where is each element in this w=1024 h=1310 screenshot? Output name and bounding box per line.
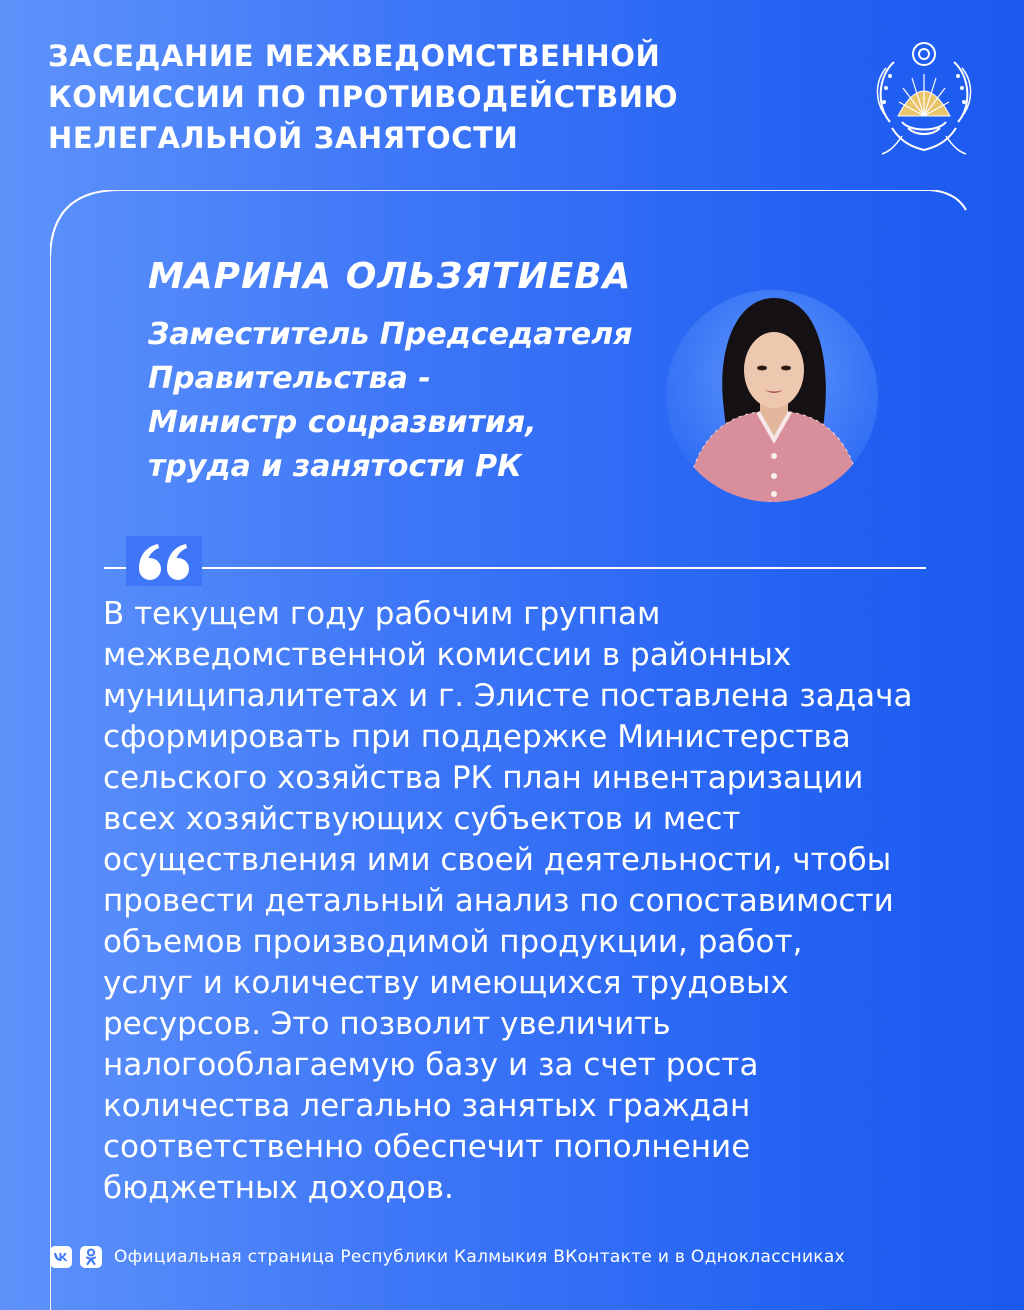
quote-line: налогооблагаемую базу и за счет роста	[103, 1047, 759, 1083]
footer-text: Официальная страница Республики Калмыкия ВКонтакте и в Одноклассниках	[114, 1247, 845, 1267]
page-title-line: НЕЛЕГАЛЬНОЙ ЗАНЯТОСТИ	[48, 121, 519, 155]
quote-text	[103, 594, 993, 1209]
quote-line: В текущем году рабочим группам	[103, 596, 661, 632]
speaker-portrait	[666, 290, 878, 502]
quote-mark-icon	[126, 536, 202, 586]
quote-divider	[104, 567, 926, 569]
speaker-name: МАРИНА ОЛЬЗЯТИЕВА	[148, 256, 632, 297]
quote-line: ресурсов. Это позволит увеличить	[103, 1006, 671, 1042]
odnoklassniki-icon[interactable]	[80, 1246, 102, 1268]
quote-line: осуществления ими своей деятельности, чтобы	[103, 842, 892, 878]
page-title	[48, 36, 848, 159]
quote-line: бюджетных доходов.	[103, 1170, 454, 1206]
page-title-line: КОМИССИИ ПО ПРОТИВОДЕЙСТВИЮ	[48, 80, 679, 114]
quote-line: всех хозяйствующих субъектов и мест	[103, 801, 741, 837]
speaker-position-line: труда и занятости РК	[148, 449, 522, 484]
speaker-position-line: Министр соцразвития,	[148, 405, 537, 440]
vk-icon[interactable]	[50, 1246, 72, 1268]
footer	[50, 1245, 845, 1269]
quote-line: услуг и количеству имеющихся трудовых	[103, 965, 789, 1001]
kalmykia-emblem-icon	[872, 36, 976, 158]
quote-line: соответственно обеспечит пополнение	[103, 1129, 751, 1165]
quote-line: сельского хозяйства РК план инвентаризации	[103, 760, 864, 796]
quote-line: объемов производимой продукции, работ,	[103, 924, 803, 960]
page-title-line: ЗАСЕДАНИЕ МЕЖВЕДОМСТВЕННОЙ	[48, 39, 661, 73]
quote-line: межведомственной комиссии в районных	[103, 637, 792, 673]
speaker-position	[148, 313, 668, 489]
quote-line: муниципалитетах и г. Элисте поставлена задача	[103, 678, 913, 714]
speaker-position-line: Правительства -	[148, 361, 431, 396]
quote-line: количества легально занятых граждан	[103, 1088, 751, 1124]
quote-line: провести детальный анализ по сопоставимости	[103, 883, 894, 919]
speaker-position-line: Заместитель Председателя	[148, 317, 633, 352]
quote-line: сформировать при поддержке Министерства	[103, 719, 851, 755]
